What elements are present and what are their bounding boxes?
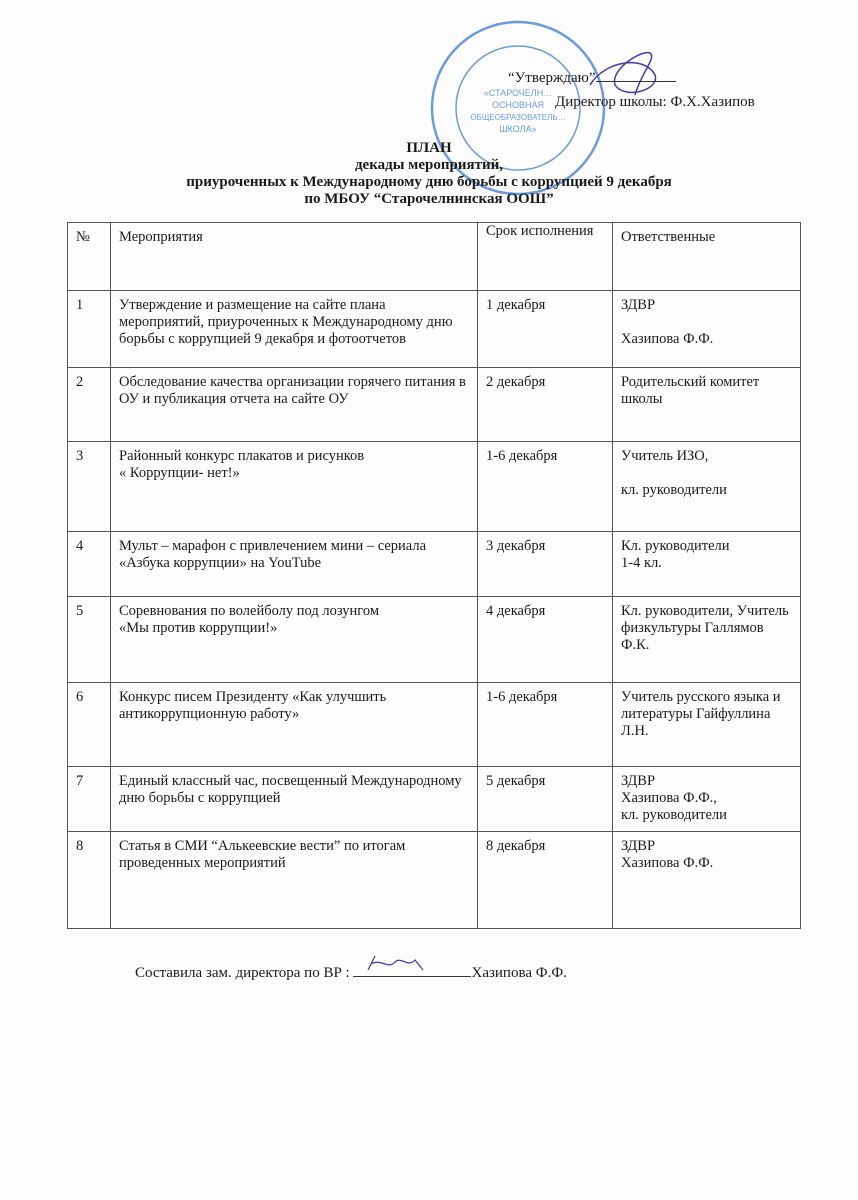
compiler-name: Хазипова Ф.Ф. bbox=[471, 965, 567, 981]
table-row bbox=[68, 532, 801, 597]
header-cell: № bbox=[68, 223, 111, 291]
svg-text:ОСНОВНАЯ: ОСНОВНАЯ bbox=[491, 100, 545, 110]
event-cell: Утверждение и размещение на сайте плана мероприятий, приуроченных к Международному дню борьбы с коррупцией 9 декабря и фотоотчетов bbox=[111, 291, 478, 368]
compiled-by-label: Составила зам. директора по ВР : bbox=[135, 965, 350, 981]
table-row bbox=[68, 597, 801, 683]
event-cell: Районный конкурс плакатов и рисунков « Коррупции- нет!» bbox=[111, 442, 478, 532]
header-cell: Срок исполнения bbox=[478, 223, 613, 291]
title-line: приуроченных к Международному дню борьбы с коррупцией 9 декабря bbox=[186, 174, 672, 190]
responsible-cell: Учитель русского языка и литературы Гайфуллина Л.Н. bbox=[613, 683, 801, 767]
date-cell: 5 декабря bbox=[478, 767, 613, 832]
table-row bbox=[68, 442, 801, 532]
footer bbox=[135, 962, 567, 982]
header-cell: Мероприятия bbox=[111, 223, 478, 291]
row-number: 8 bbox=[68, 832, 111, 929]
responsible-cell: Кл. руководители 1-4 кл. bbox=[613, 532, 801, 597]
date-cell: 1-6 декабря bbox=[478, 683, 613, 767]
event-cell: Конкурс писем Президенту «Как улучшить антикоррупционную работу» bbox=[111, 683, 478, 767]
date-cell: 4 декабря bbox=[478, 597, 613, 683]
responsible-cell: Родительский комитет школы bbox=[613, 368, 801, 442]
svg-text:ШКОЛА»: ШКОЛА» bbox=[499, 124, 537, 134]
table-header-row bbox=[68, 223, 801, 291]
table-row bbox=[68, 832, 801, 929]
table-row bbox=[68, 683, 801, 767]
responsible-cell: Кл. руководители, Учитель физкультуры Галлямов Ф.К. bbox=[613, 597, 801, 683]
page-title bbox=[0, 140, 858, 208]
director-label: Директор школы: Ф.Х.Хазипов bbox=[555, 94, 755, 110]
svg-text:«СТАРОЧЕЛН…: «СТАРОЧЕЛН… bbox=[483, 88, 553, 98]
title-line: по МБОУ “Старочелнинская ООШ” bbox=[304, 191, 554, 207]
table-row bbox=[68, 291, 801, 368]
date-cell: 2 декабря bbox=[478, 368, 613, 442]
event-cell: Мульт – марафон с привлечением мини – сериала «Азбука коррупции» на YouTube bbox=[111, 532, 478, 597]
compiler-signature bbox=[353, 962, 471, 977]
row-number: 1 bbox=[68, 291, 111, 368]
approval-line bbox=[508, 70, 676, 87]
responsible-cell: Учитель ИЗО, кл. руководители bbox=[613, 442, 801, 532]
events-table bbox=[67, 222, 801, 929]
table-row bbox=[68, 368, 801, 442]
table-row bbox=[68, 767, 801, 832]
event-cell: Статья в СМИ “Алькеевские вести” по итогам проведенных мероприятий bbox=[111, 832, 478, 929]
header-cell: Ответственные bbox=[613, 223, 801, 291]
responsible-cell: ЗДВР Хазипова Ф.Ф. bbox=[613, 291, 801, 368]
row-number: 6 bbox=[68, 683, 111, 767]
row-number: 2 bbox=[68, 368, 111, 442]
row-number: 7 bbox=[68, 767, 111, 832]
date-cell: 1 декабря bbox=[478, 291, 613, 368]
title-line: декады мероприятий, bbox=[354, 157, 504, 173]
event-cell: Единый классный час, посвещенный Международному дню борьбы с коррупцией bbox=[111, 767, 478, 832]
row-number: 3 bbox=[68, 442, 111, 532]
responsible-cell: ЗДВР Хазипова Ф.Ф. bbox=[613, 832, 801, 929]
svg-text:ОБЩЕОБРАЗОВАТЕЛЬ…: ОБЩЕОБРАЗОВАТЕЛЬ… bbox=[470, 113, 566, 122]
row-number: 4 bbox=[68, 532, 111, 597]
approve-label: “Утверждаю” bbox=[508, 70, 596, 86]
date-cell: 8 декабря bbox=[478, 832, 613, 929]
title-line: ПЛАН bbox=[406, 140, 452, 156]
event-cell: Обследование качества организации горячего питания в ОУ и публикация отчета на сайте ОУ bbox=[111, 368, 478, 442]
date-cell: 3 декабря bbox=[478, 532, 613, 597]
row-number: 5 bbox=[68, 597, 111, 683]
responsible-cell: ЗДВР Хазипова Ф.Ф., кл. руководители bbox=[613, 767, 801, 832]
date-cell: 1-6 декабря bbox=[478, 442, 613, 532]
event-cell: Соревнования по волейболу под лозунгом «Мы против коррупции!» bbox=[111, 597, 478, 683]
